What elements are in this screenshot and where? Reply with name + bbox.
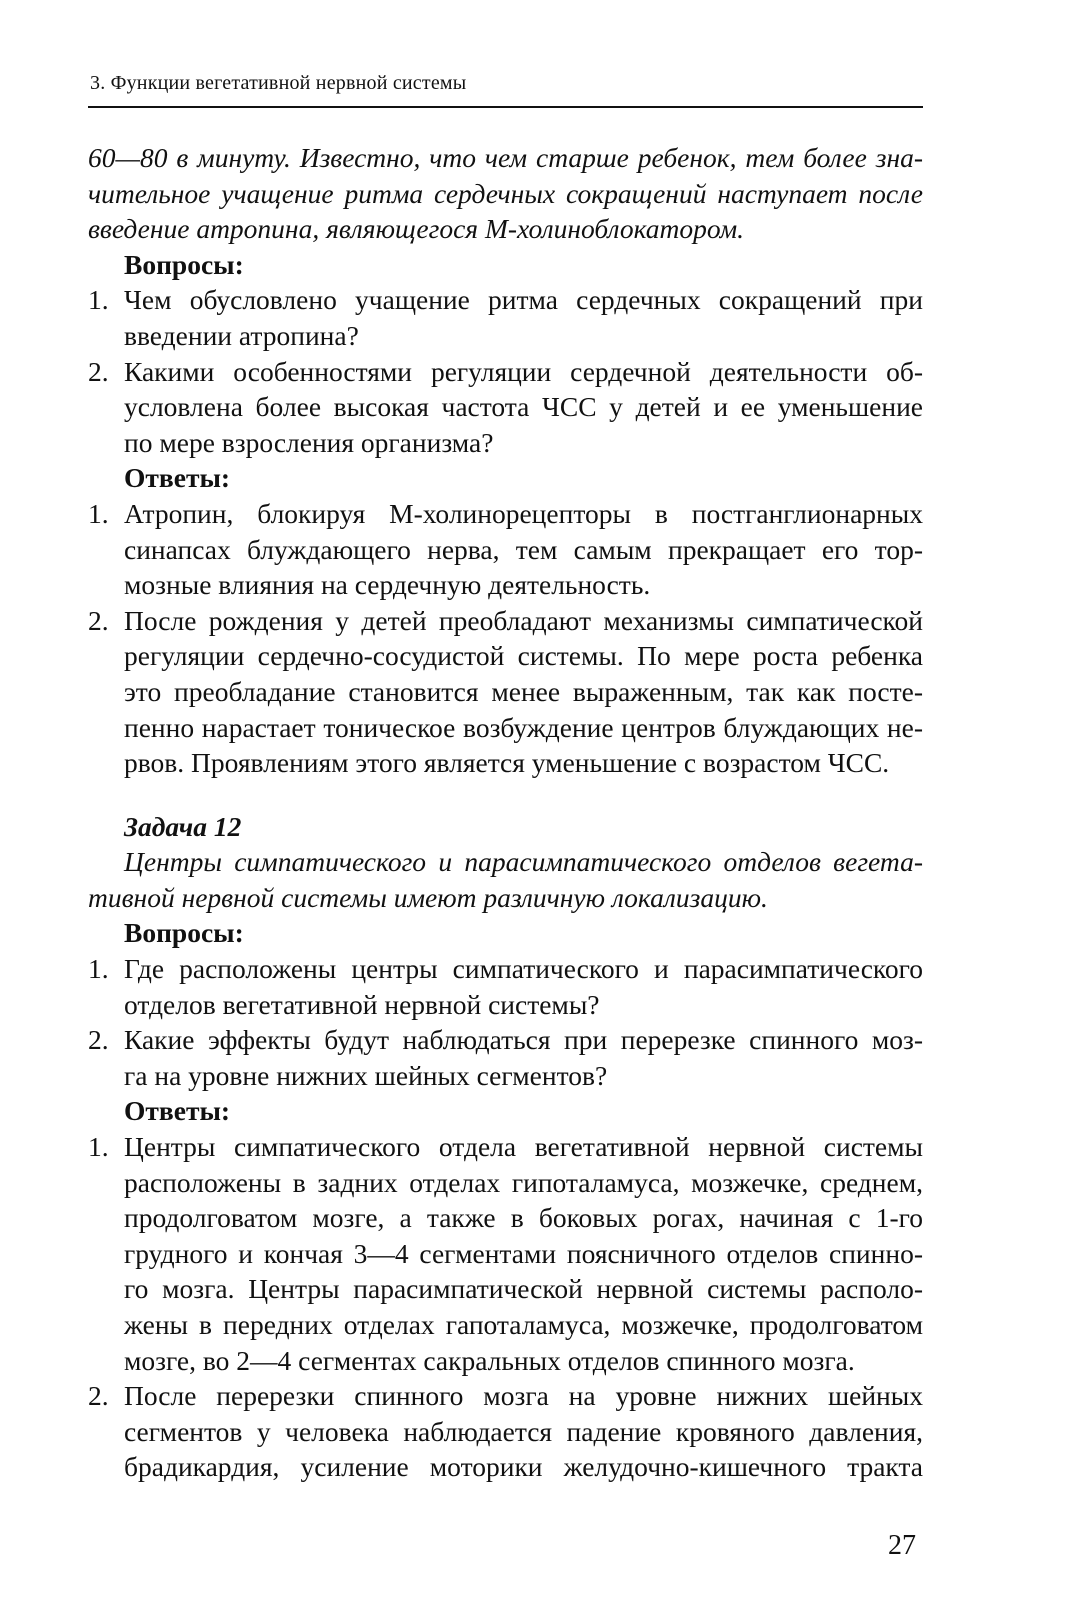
- question-1-line: отделов вегетативной нервной системы?: [124, 988, 600, 1020]
- answer-text: После рождения у детей преобладают механизмы симпатической: [124, 604, 923, 636]
- item-number: 2.: [88, 355, 109, 387]
- answer-1-line: грудного и кончая 3—4 сегментами поясничного отделов спинно-: [124, 1237, 923, 1269]
- question-2-line: по мере взросления организма?: [124, 426, 494, 458]
- questions-heading: Вопросы:: [124, 248, 244, 280]
- intro-line: чительное учащение ритма сердечных сокращений наступает после: [88, 177, 923, 209]
- header-rule: [88, 106, 923, 108]
- item-number: 2.: [88, 1380, 109, 1412]
- answer-2-line: [88, 603, 923, 639]
- question-1-line: [88, 951, 923, 987]
- answer-text: После перерезки спинного мозга на уровне нижних шейных: [124, 1380, 923, 1412]
- item-number: 2.: [88, 1024, 109, 1056]
- item-number: 1.: [88, 497, 109, 529]
- answer-1-line: продолговатом мозге, а также в боковых рогах, начиная с 1-го: [124, 1202, 923, 1234]
- intro-line: 60—80 в минуту. Известно, что чем старше ребенок, тем более зна-: [88, 142, 923, 173]
- page-number: 27: [888, 1530, 916, 1561]
- item-number: 1.: [88, 284, 109, 316]
- answer-2-line: пенно нарастает тоническое возбуждение центров блуждающих не-: [124, 711, 923, 743]
- answer-1-line: расположены в задних отделах гипоталамуса, мозжечке, среднем,: [124, 1166, 923, 1198]
- answer-2-line: брадикардия, усиление моторики желудочно-кишечного тракта: [124, 1451, 923, 1483]
- task-line: тивной нервной системы имеют различную локализацию.: [88, 881, 768, 913]
- answer-2-line: [88, 1378, 923, 1414]
- intro-line: введение атропина, являющегося М-холиноблокатором.: [88, 213, 745, 245]
- answer-1-line: мозные влияния на сердечную деятельность.: [124, 569, 651, 601]
- item-number: 2.: [88, 604, 109, 636]
- question-2-line: [88, 354, 923, 390]
- item-number: 1.: [88, 953, 109, 985]
- question-text: Какие эффекты будут наблюдаться при перерезке спинного моз-: [124, 1024, 923, 1056]
- running-head: 3. Функции вегетативной нервной системы: [90, 72, 467, 94]
- section-gap: [88, 781, 923, 809]
- answer-1-line: [88, 1129, 923, 1165]
- answer-1-line: мозге, во 2—4 сегментах сакральных отделов спинного мозга.: [124, 1344, 855, 1376]
- question-1-line: введении атропина?: [124, 319, 359, 351]
- answer-2-line: это преобладание становится менее выраженным, так как посте-: [124, 675, 923, 707]
- answers-heading: Ответы:: [124, 1095, 231, 1127]
- question-text: Какими особенностями регуляции сердечной деятельности об-: [124, 355, 923, 387]
- questions-heading: Вопросы:: [124, 917, 244, 949]
- answer-2-line: регуляции сердечно-сосудистой системы. По мере роста ребенка: [124, 640, 923, 672]
- answer-1-line: [88, 496, 923, 532]
- question-2-line: условлена более высокая частота ЧСС у детей и ее уменьшение: [124, 391, 923, 423]
- answers-heading: Ответы:: [124, 462, 231, 494]
- answer-1-line: го мозга. Центры парасимпатической нервной системы располо-: [124, 1273, 923, 1305]
- task-line: Центры симпатического и парасимпатического отделов вегета-: [124, 846, 923, 878]
- question-1-line: [88, 282, 923, 318]
- answer-1-line: жены в передних отделах гапоталамуса, мозжечке, продолговатом: [124, 1309, 923, 1340]
- question-text: Где расположены центры симпатического и парасимпатического: [124, 953, 923, 985]
- answer-text: Центры симпатического отдела вегетативной нервной системы: [124, 1131, 923, 1163]
- task-title: Задача 12: [124, 810, 242, 842]
- answer-2-line: рвов. Проявлениям этого является уменьшение с возрастом ЧСС.: [124, 747, 890, 779]
- question-2-line: [88, 1022, 923, 1058]
- answer-text: Атропин, блокируя М-холинорецепторы в постганглионарных: [124, 497, 923, 529]
- page-content: [88, 140, 923, 1485]
- answer-2-line: сегментов у человека наблюдается падение кровяного давления,: [124, 1415, 923, 1447]
- question-2-line: га на уровне нижних шейных сегментов?: [124, 1059, 608, 1091]
- answer-1-line: синапсах блуждающего нерва, тем самым прекращает его тор-: [124, 533, 923, 565]
- item-number: 1.: [88, 1131, 109, 1163]
- question-text: Чем обусловлено учащение ритма сердечных сокращений при: [124, 284, 923, 316]
